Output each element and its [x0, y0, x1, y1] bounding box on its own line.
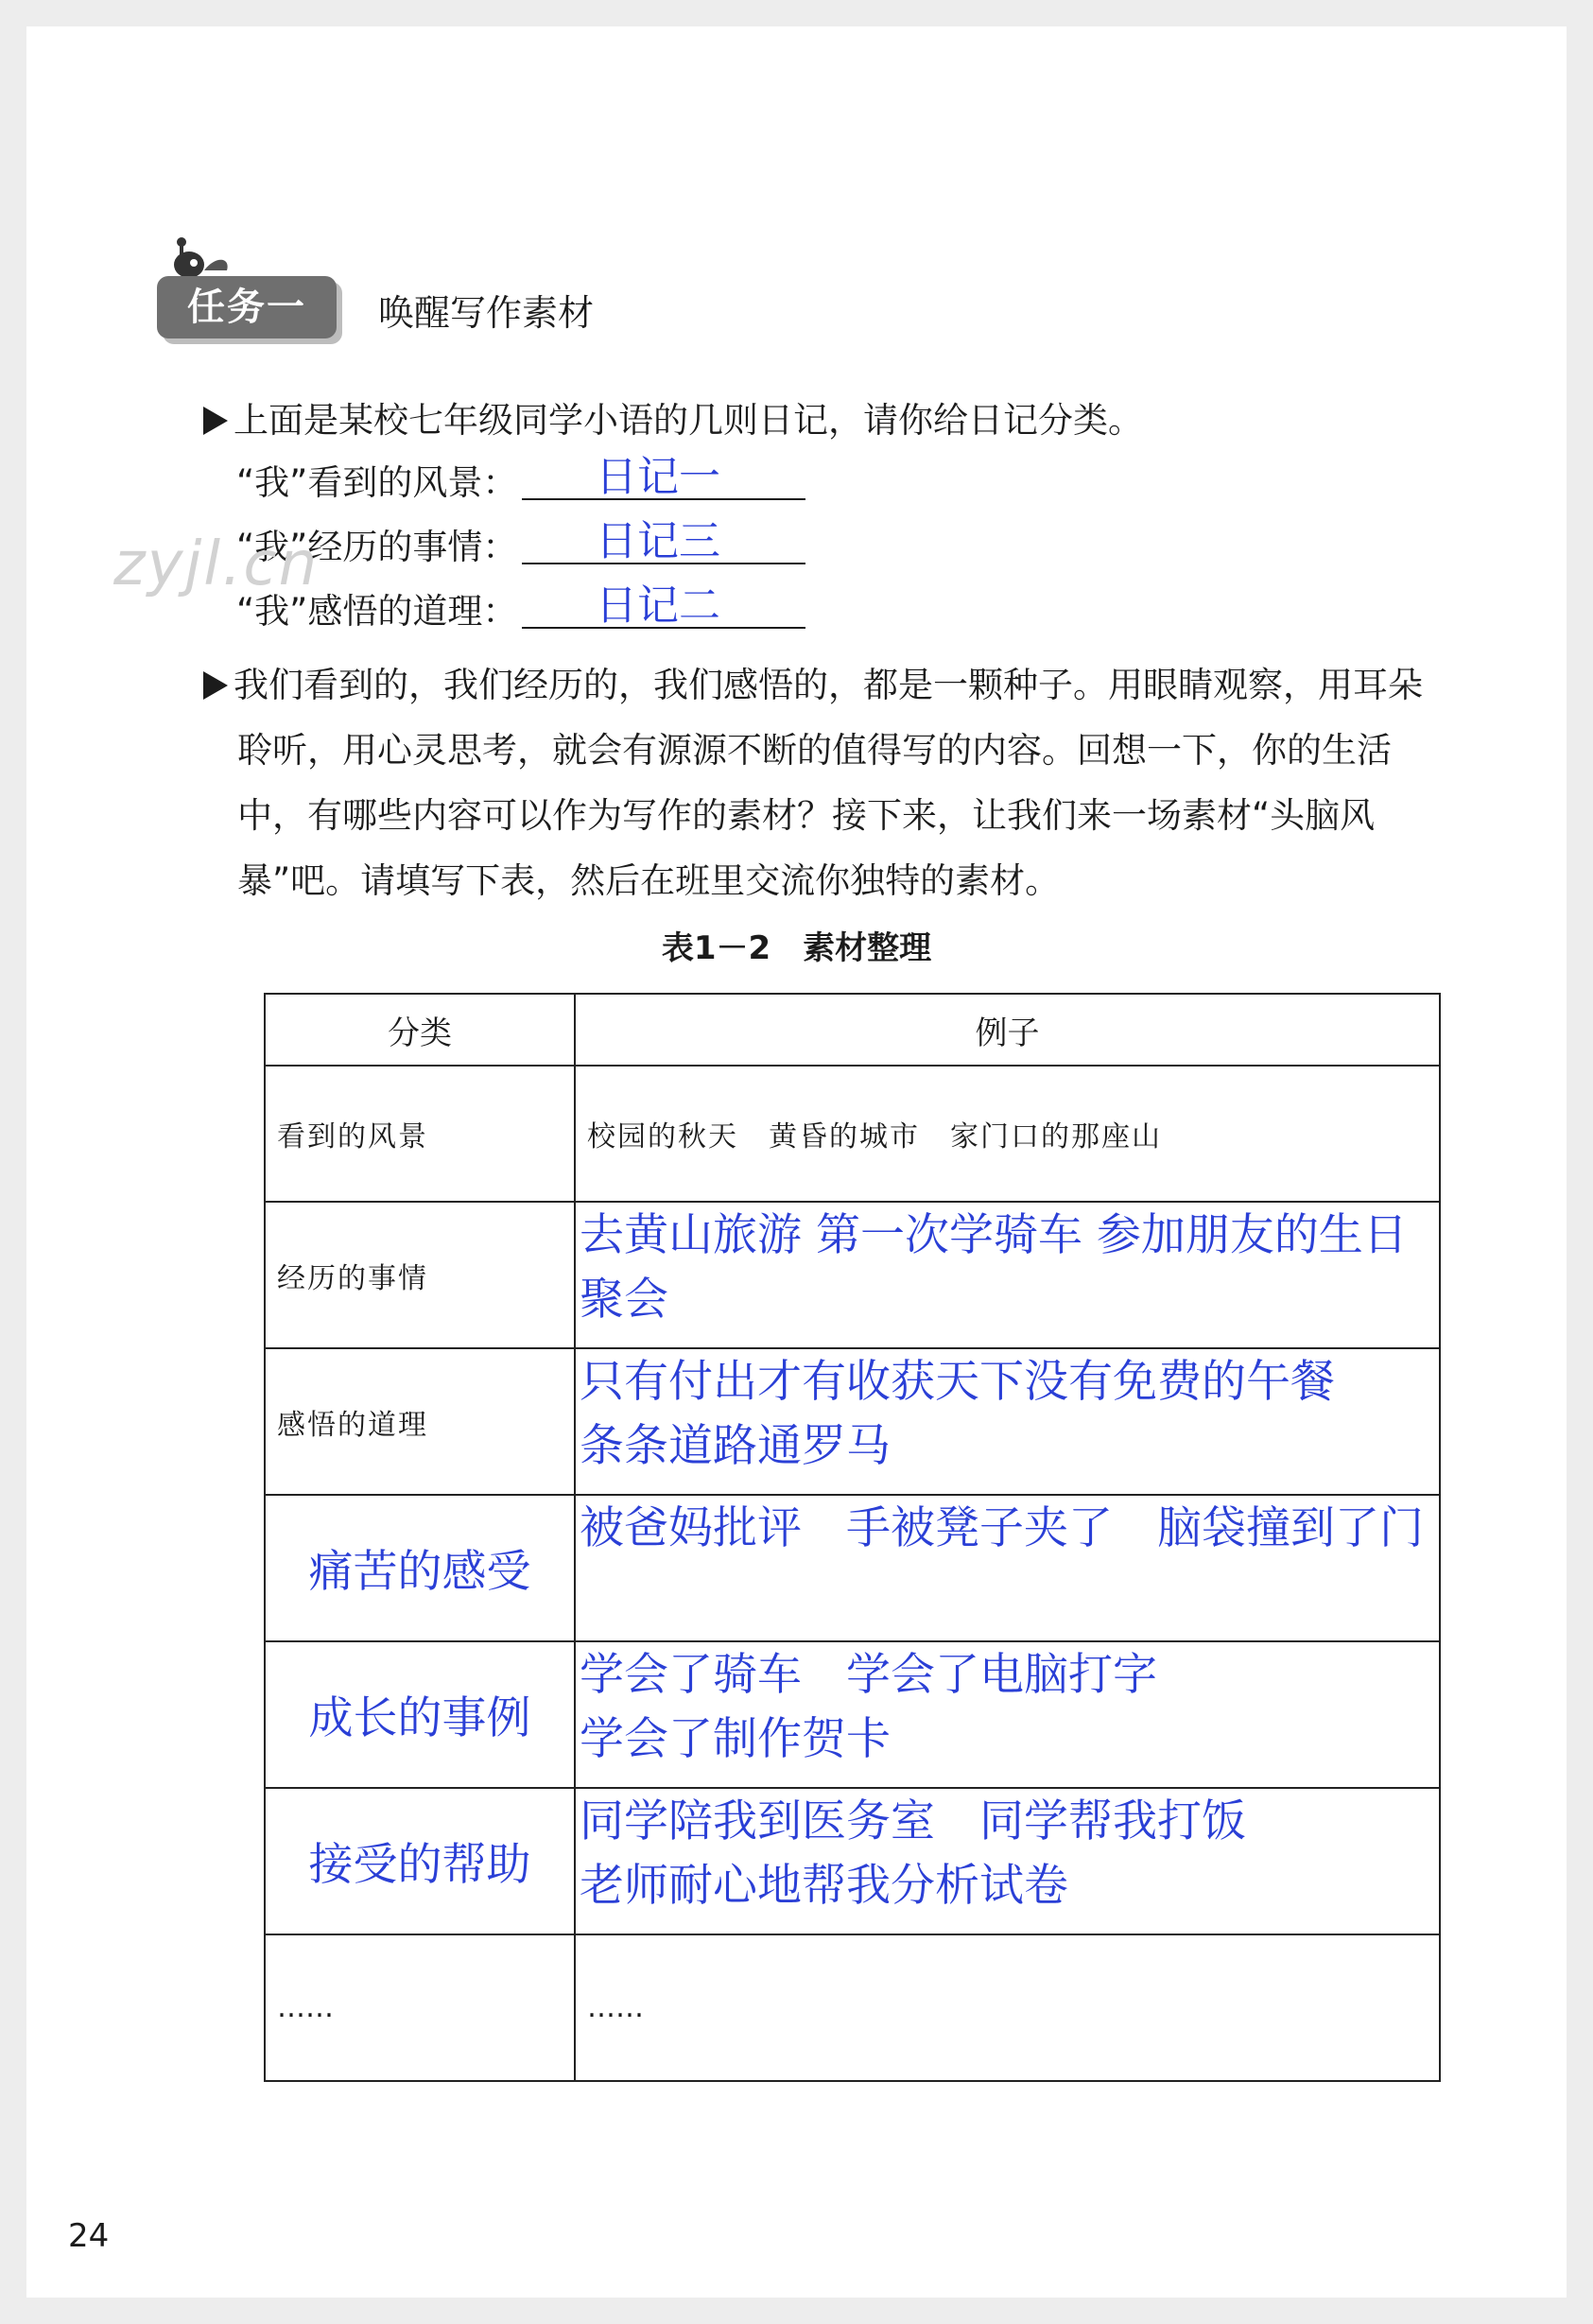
- page-number: 24: [68, 2217, 110, 2255]
- classify-answer: 日记一: [596, 453, 720, 501]
- example-cell: [575, 1788, 1440, 1934]
- task-title: 唤醒写作素材: [378, 292, 595, 334]
- mascot-icon: [168, 233, 234, 282]
- table-row: [265, 1495, 1440, 1641]
- header-example: 例子: [575, 994, 1440, 1066]
- example-line: 去黄山旅游 第一次学骑车 参加朋友的生日: [580, 1209, 1408, 1261]
- table-row: [265, 1066, 1440, 1202]
- table-row: [265, 1348, 1440, 1495]
- category-cell: 看到的风景: [265, 1066, 575, 1202]
- category-cell: 经历的事情: [265, 1202, 575, 1348]
- classify-label: “我”经历的事情：: [236, 527, 518, 567]
- example-cell: [575, 1641, 1440, 1788]
- paragraph-line: 聆听，用心灵思考，就会有源源不断的值得写的内容。回想一下，你的生活: [237, 730, 1392, 771]
- category-cell: 成长的事例: [265, 1641, 575, 1788]
- category-cell: 痛苦的感受: [265, 1495, 575, 1641]
- category-cell: ……: [265, 1934, 575, 2081]
- example-cell: ……: [575, 1934, 1440, 2081]
- example-line: 被爸妈批评 手被凳子夹了 脑袋撞到了门: [580, 1502, 1424, 1554]
- task-badge: 任务一: [157, 276, 337, 338]
- table-row: [265, 1202, 1440, 1348]
- material-table: [264, 993, 1441, 2082]
- example-cell: [575, 1495, 1440, 1641]
- paragraph-line: 我们看到的，我们经历的，我们感悟的，都是一颗种子。用眼睛观察，用耳朵: [234, 665, 1423, 705]
- table-row: [265, 1934, 1440, 2081]
- table-caption: 表1－2 素材整理: [661, 929, 932, 967]
- bullet-arrow-icon: [203, 407, 228, 435]
- classify-label: “我”感悟的道理：: [236, 591, 518, 632]
- example-cell: [575, 1202, 1440, 1348]
- example-line: 聚会: [580, 1274, 668, 1326]
- instruction-paragraph: [203, 652, 1451, 913]
- classify-intro-text: 上面是某校七年级同学小语的几则日记，请你给日记分类。: [234, 400, 1143, 441]
- watermark: zyjl.cn: [113, 529, 320, 599]
- category-cell: 感悟的道理: [265, 1348, 575, 1495]
- paragraph-line: 暴”吧。请填写下表，然后在班里交流你独特的素材。: [237, 860, 1061, 901]
- example-line: 只有付出才有收获天下没有免费的午餐: [580, 1356, 1335, 1408]
- classify-answer: 日记三: [596, 517, 720, 565]
- example-cell: [575, 1348, 1440, 1495]
- classify-label: “我”看到的风景：: [236, 462, 518, 503]
- example-line: 学会了骑车 学会了电脑打字: [580, 1649, 1157, 1701]
- example-cell: 校园的秋天 黄昏的城市 家门口的那座山: [575, 1066, 1440, 1202]
- classify-answer: 日记二: [596, 581, 720, 630]
- example-line: 老师耐心地帮我分析试卷: [580, 1860, 1068, 1912]
- category-cell: 接受的帮助: [265, 1788, 575, 1934]
- example-line: 条条道路通罗马: [580, 1420, 891, 1472]
- table-row: [265, 1788, 1440, 1934]
- table-row: [265, 1641, 1440, 1788]
- bullet-arrow-icon: [203, 671, 228, 700]
- example-line: 同学陪我到医务室 同学帮我打饭: [580, 1795, 1246, 1847]
- paragraph-line: 中，有哪些内容可以作为写作的素材？接下来，让我们来一场素材“头脑风: [237, 795, 1376, 836]
- table-header-row: [265, 994, 1440, 1066]
- example-line: 学会了制作贺卡: [580, 1713, 891, 1765]
- header-category: 分类: [265, 994, 575, 1066]
